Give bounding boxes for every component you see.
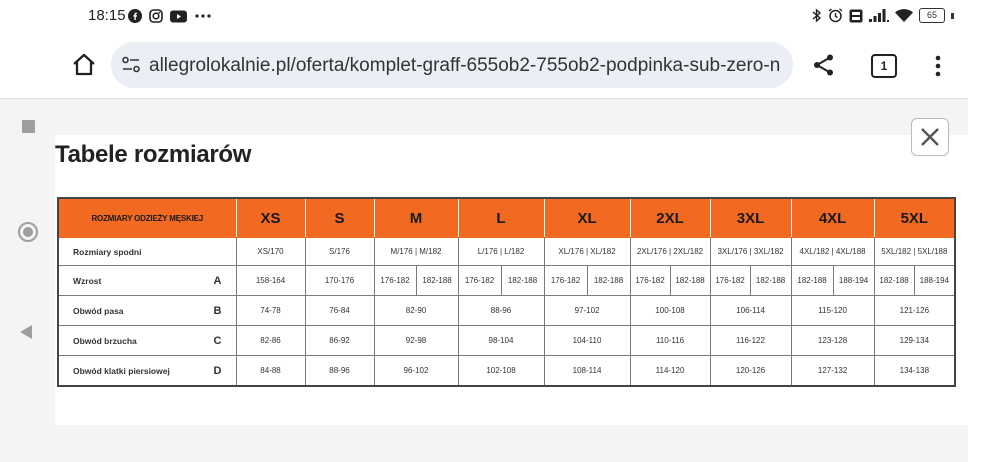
size-header: 2XL xyxy=(630,198,710,238)
size-header: S xyxy=(305,198,374,238)
table-cell: 98-104 xyxy=(458,326,544,356)
row-label-waist xyxy=(58,296,236,326)
table-cell: 76-84 xyxy=(305,296,374,326)
size-header: XS xyxy=(236,198,305,238)
table-cell: 127-132 xyxy=(791,356,874,387)
more-dots-icon xyxy=(194,13,212,19)
status-bar xyxy=(0,0,968,32)
table-cell: 129-134 xyxy=(874,326,955,356)
url-text[interactable]: allegrolokalnie.pl/oferta/komplet-graff-655ob2-755ob2-podpinka-sub-zero-n xyxy=(149,55,781,76)
table-cell: 176-182 xyxy=(630,266,670,296)
status-time: 18:15 xyxy=(88,7,126,24)
table-cell: 92-98 xyxy=(374,326,458,356)
home-nav-icon[interactable] xyxy=(18,222,38,242)
table-row xyxy=(58,238,955,266)
table-cell: M/176 | M/182 xyxy=(374,238,458,266)
system-icons xyxy=(812,8,954,23)
table-cell: 188-194 xyxy=(914,266,955,296)
table-cell: 108-114 xyxy=(544,356,630,387)
table-cell: 176-182 xyxy=(374,266,416,296)
size-header: 3XL xyxy=(710,198,791,238)
table-cell: 182-188 xyxy=(587,266,630,296)
table-cell: 82-86 xyxy=(236,326,305,356)
table-cell: 114-120 xyxy=(630,356,710,387)
more-menu-icon[interactable] xyxy=(930,54,946,78)
table-cell: 100-108 xyxy=(630,296,710,326)
modal-title: Tabele rozmiarów xyxy=(55,141,252,168)
row-label-text: Obwód klatki piersiowej xyxy=(73,365,170,376)
table-cell: S/176 xyxy=(305,238,374,266)
table-cell: 120-126 xyxy=(710,356,791,387)
table-cell: 110-116 xyxy=(630,326,710,356)
table-cell: 96-102 xyxy=(374,356,458,387)
table-cell: 4XL/182 | 4XL/188 xyxy=(791,238,874,266)
android-nav-bar xyxy=(968,0,1000,462)
bluetooth-icon xyxy=(812,8,822,23)
table-cell: 97-102 xyxy=(544,296,630,326)
instagram-icon xyxy=(149,9,163,23)
row-letter: D xyxy=(213,364,222,377)
youtube-icon xyxy=(170,10,187,23)
recents-icon[interactable] xyxy=(22,120,35,133)
battery-tip-icon xyxy=(951,13,954,19)
row-label-pants xyxy=(58,238,236,266)
table-cell: 88-96 xyxy=(305,356,374,387)
notification-icons xyxy=(128,9,212,23)
row-label-text: Obwód brzucha xyxy=(73,335,137,346)
table-row xyxy=(58,296,955,326)
table-cell: 182-188 xyxy=(416,266,458,296)
site-settings-icon[interactable] xyxy=(121,55,141,75)
table-cell: 182-188 xyxy=(670,266,710,296)
share-icon[interactable] xyxy=(812,53,836,77)
table-cell: 182-188 xyxy=(874,266,914,296)
table-cell: 102-108 xyxy=(458,356,544,387)
table-cell: 74-78 xyxy=(236,296,305,326)
table-cell: 121-126 xyxy=(874,296,955,326)
table-cell: 116-122 xyxy=(710,326,791,356)
table-cell: 115-120 xyxy=(791,296,874,326)
table-cell: 158-164 xyxy=(236,266,305,296)
alarm-icon xyxy=(828,8,843,23)
table-cell: 176-182 xyxy=(710,266,750,296)
table-cell: 2XL/176 | 2XL/182 xyxy=(630,238,710,266)
size-header: M xyxy=(374,198,458,238)
row-label-text: Rozmiary spodni xyxy=(73,246,142,257)
table-cell: 106-114 xyxy=(710,296,791,326)
close-icon[interactable] xyxy=(911,118,949,156)
battery-level: 65 xyxy=(919,8,945,23)
volte-icon xyxy=(849,9,863,23)
table-cell: 86-92 xyxy=(305,326,374,356)
size-header: 4XL xyxy=(791,198,874,238)
browser-toolbar xyxy=(0,32,968,98)
row-letter: A xyxy=(213,274,222,287)
tab-switcher-button[interactable]: 1 xyxy=(871,54,897,78)
signal-icon xyxy=(869,9,889,22)
table-cell: 5XL/182 | 5XL/188 xyxy=(874,238,955,266)
table-cell: 84-88 xyxy=(236,356,305,387)
table-cell: 3XL/176 | 3XL/182 xyxy=(710,238,791,266)
table-cell: 170-176 xyxy=(305,266,374,296)
table-cell: XS/170 xyxy=(236,238,305,266)
table-row xyxy=(58,326,955,356)
table-row xyxy=(58,266,955,296)
address-bar[interactable] xyxy=(111,42,793,88)
row-label-text: Obwód pasa xyxy=(73,305,124,316)
size-header: XL xyxy=(544,198,630,238)
table-cell: 123-128 xyxy=(791,326,874,356)
home-icon[interactable] xyxy=(71,52,97,78)
row-label-height xyxy=(58,266,236,296)
table-row xyxy=(58,356,955,387)
table-cell: 82-90 xyxy=(374,296,458,326)
table-cell: 182-188 xyxy=(501,266,544,296)
table-header-label: ROZMIARY ODZIEŻY MĘSKIEJ xyxy=(58,198,236,238)
row-label-belly xyxy=(58,326,236,356)
table-cell: 134-138 xyxy=(874,356,955,387)
row-label-text: Wzrost xyxy=(73,275,102,286)
row-letter: C xyxy=(213,334,222,347)
back-icon[interactable] xyxy=(20,325,32,339)
table-cell: 176-182 xyxy=(544,266,587,296)
row-letter: B xyxy=(213,304,222,317)
table-cell: 182-188 xyxy=(791,266,833,296)
table-cell: 104-110 xyxy=(544,326,630,356)
row-label-chest xyxy=(58,356,236,387)
table-cell: 88-96 xyxy=(458,296,544,326)
table-cell: 188-194 xyxy=(833,266,874,296)
table-cell: XL/176 | XL/182 xyxy=(544,238,630,266)
wifi-icon xyxy=(895,9,913,23)
size-header: L xyxy=(458,198,544,238)
facebook-icon xyxy=(128,9,142,23)
table-cell: L/176 | L/182 xyxy=(458,238,544,266)
size-header: 5XL xyxy=(874,198,955,238)
table-cell: 176-182 xyxy=(458,266,501,296)
table-cell: 182-188 xyxy=(750,266,791,296)
table-header-row xyxy=(58,198,955,238)
size-table xyxy=(57,197,956,387)
